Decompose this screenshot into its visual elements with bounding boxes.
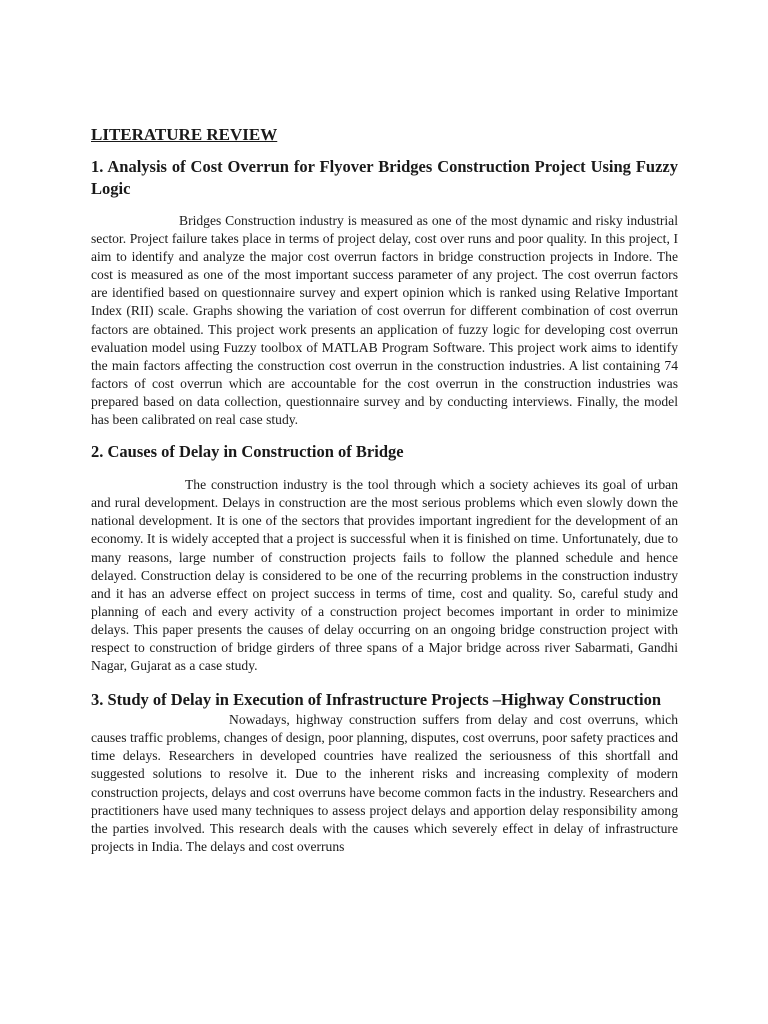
section-1-heading: 1. Analysis of Cost Overrun for Flyover Bridges Construction Project Using Fuzzy Logic (91, 157, 678, 198)
section-3-heading: 3. Study of Delay in Execution of Infrastructure Projects –Highway Construction (91, 690, 661, 710)
section-2-heading: 2. Causes of Delay in Construction of Bridge (91, 442, 404, 462)
section-3-body: Nowadays, highway construction suffers from delay and cost overruns, which causes traffic problems, changes of design, poor planning, disputes, cost overruns, poor safety practices and time delays. Researchers in developed countries have realized the seriousness of this shortfall and suggested solutions to resolve it. Due to the inherent risks and increasing complexity of modern construction projects, delays and cost overruns have become common facts in the industry. Researchers and practitioners have used many techniques to assess project delays and apportion delay responsibility among the parties involved. This research deals with the causes which severely effect in delay of infrastructure projects in India. The delays and cost overruns (91, 712, 678, 854)
document-title: LITERATURE REVIEW (91, 125, 278, 144)
section-2-body: The construction industry is the tool through which a society achieves its goal of urban and rural development. Delays in construction are the most serious problems which even slowly down the national development. It is one of the sectors that provides important ingredient for the development of an economy. It is widely accepted that a project is successful when it is finished on time. Unfortunately, due to many reasons, large number of construction projects fails to follow the planned schedule and hence delayed. Construction delay is considered to be one of the recurring problems in the construction industry and it has an adverse effect on project success in terms of time, cost and quality. So, careful study and planning of each and every activity of a construction project becomes important in order to minimize delays. This paper presents the causes of delay occurring on an ongoing bridge construction project with respect to construction of bridge girders of three spans of a Major bridge across river Sabarmati, Gandhi Nagar, Gujarat as a case study. (91, 477, 678, 674)
document-page (91, 124, 678, 856)
section-1-body: Bridges Construction industry is measured as one of the most dynamic and risky industrial sector. Project failure takes place in terms of project delay, cost over runs and poor quality. In this project, I aim to identify and analyze the major cost overrun factors in bridge construction projects in Indore. The cost is measured as one of the most important success parameter of any project. The cost overrun factors are identified based on questionnaire survey and expert opinion which is ranked using Relative Important Index (RII) scale. Graphs showing the variation of cost overrun for different combination of cost overrun factors are obtained. This project work presents an application of fuzzy logic for developing cost overrun evaluation model using Fuzzy toolbox of MATLAB Program Software. This project work aims to identify the main factors affecting the construction cost overrun in the construction industries. A list containing 74 factors of cost overrun which are accountable for the cost overrun in the construction industries was prepared based on data collection, questionnaire survey and by conducting interviews. Finally, the model has been calibrated on real case study. (91, 213, 678, 428)
